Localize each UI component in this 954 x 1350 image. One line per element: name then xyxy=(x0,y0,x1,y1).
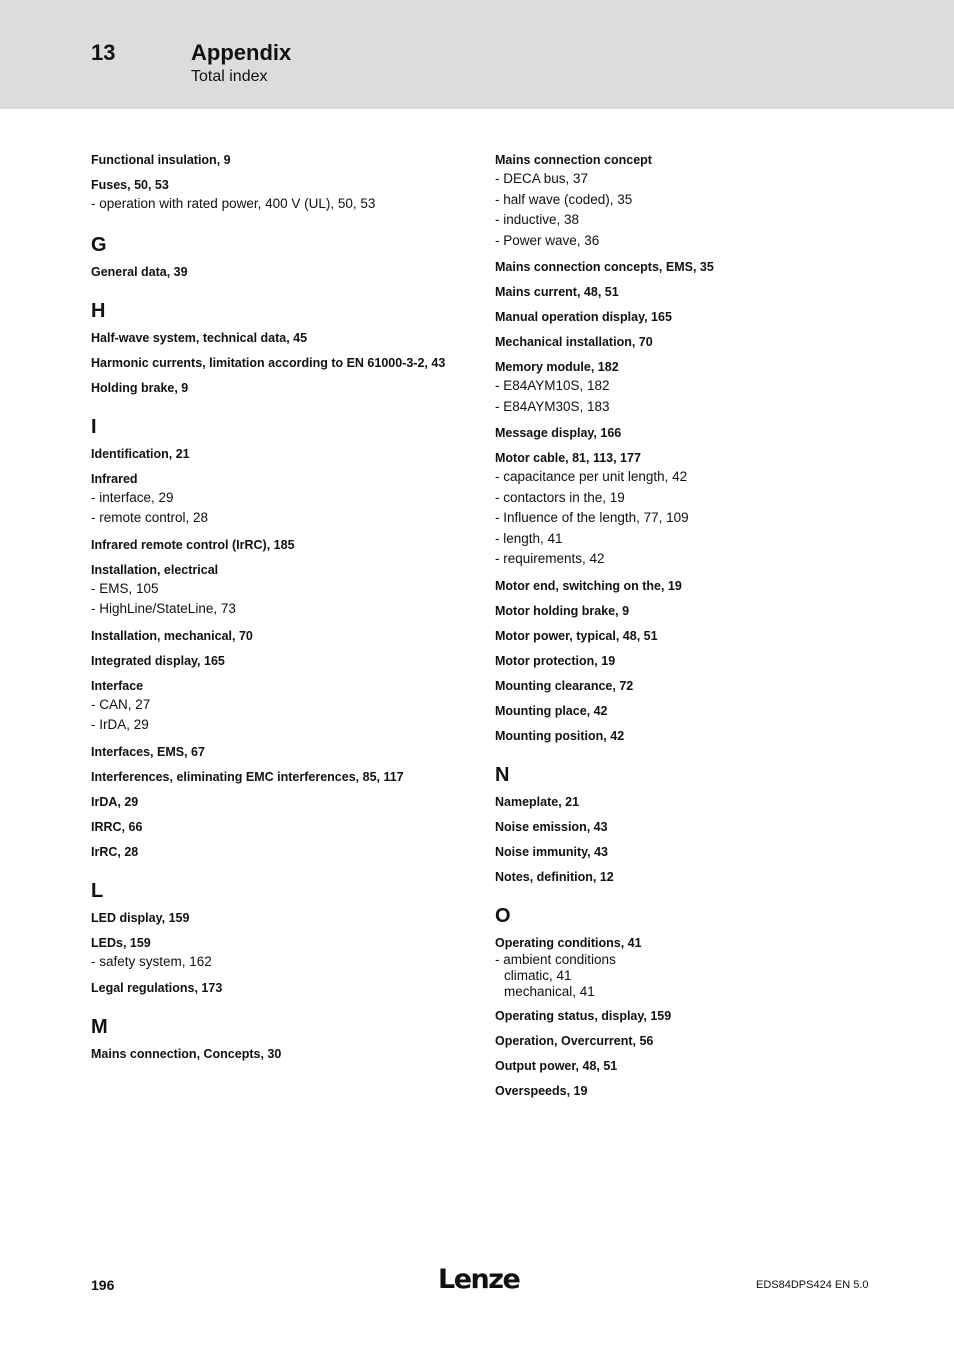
index-entry xyxy=(495,603,865,620)
lenze-logo: Lenze xyxy=(438,1264,520,1295)
index-entry xyxy=(91,744,461,761)
index-entry xyxy=(495,703,865,720)
index-letter-heading: M xyxy=(91,1016,108,1038)
index-entry xyxy=(495,152,865,251)
index-subentry[interactable]: - E84AYM30S, 183 xyxy=(495,398,610,414)
document-id: EDS84DPS424 EN 5.0 xyxy=(756,1279,869,1291)
index-entry-title[interactable]: Infrared remote control (IrRC), 185 xyxy=(91,537,295,552)
index-entry-title[interactable]: Manual operation display, 165 xyxy=(495,310,672,324)
index-letter-heading: I xyxy=(91,415,97,438)
index-entry xyxy=(91,819,461,836)
index-entry xyxy=(495,794,865,811)
index-subentry[interactable]: - Power wave, 36 xyxy=(495,232,600,248)
index-entry-title[interactable]: Mounting place, 42 xyxy=(495,703,608,718)
index-entry xyxy=(91,1046,461,1063)
index-entry xyxy=(495,869,865,886)
index-entry-title[interactable]: IrRC, 28 xyxy=(91,844,139,859)
index-entry-title[interactable]: Nameplate, 21 xyxy=(495,794,580,809)
index-entry xyxy=(495,284,865,301)
chapter-subtitle: Total index xyxy=(191,68,268,85)
index-entry-title[interactable]: LEDs, 159 xyxy=(91,935,151,950)
index-entry-title[interactable]: Infrared xyxy=(91,471,138,486)
index-entry xyxy=(495,819,865,836)
index-entry-title[interactable]: Holding brake, 9 xyxy=(91,380,189,395)
index-entry-title[interactable]: Mains connection, Concepts, 30 xyxy=(91,1047,282,1061)
index-entry-title[interactable]: Installation, mechanical, 70 xyxy=(91,628,253,643)
index-entry-title[interactable]: Fuses, 50, 53 xyxy=(91,178,169,192)
index-entry-title[interactable]: IRRC, 66 xyxy=(91,819,143,834)
index-letter-heading: N xyxy=(495,763,510,786)
index-entry-title[interactable]: Interface xyxy=(91,678,144,693)
index-entry xyxy=(495,1008,865,1025)
index-entry-title[interactable]: Operating conditions, 41 xyxy=(495,935,642,950)
index-letter-heading: L xyxy=(91,879,104,902)
index-entry xyxy=(495,678,865,695)
index-entry-title[interactable]: Operation, Overcurrent, 56 xyxy=(495,1033,654,1048)
index-entry xyxy=(495,334,865,351)
index-entry-title[interactable]: Legal regulations, 173 xyxy=(91,981,223,995)
index-entry xyxy=(495,1083,865,1100)
index-entry-title[interactable]: Notes, definition, 12 xyxy=(495,869,614,884)
index-entry xyxy=(495,1033,865,1050)
index-entry-title[interactable]: Functional insulation, 9 xyxy=(91,153,231,167)
index-entry xyxy=(495,259,865,276)
index-entry xyxy=(495,1058,865,1075)
index-entry xyxy=(91,264,461,281)
index-entry-title[interactable]: Message display, 166 xyxy=(495,426,622,440)
index-subentry[interactable]: - requirements, 42 xyxy=(495,551,605,566)
chapter-header xyxy=(0,0,954,109)
index-subentry[interactable]: - length, 41 xyxy=(495,530,563,546)
index-letter-heading: H xyxy=(91,299,106,322)
index-entry-title[interactable]: Operating status, display, 159 xyxy=(495,1008,672,1023)
index-entry-title[interactable]: Noise immunity, 43 xyxy=(495,844,608,859)
index-entry-title[interactable]: Mains connection concept xyxy=(495,153,652,167)
index-entry-title[interactable]: Output power, 48, 51 xyxy=(495,1058,618,1073)
index-subentry[interactable]: - Influence of the length, 77, 109 xyxy=(495,510,689,525)
index-subentry[interactable]: - IrDA, 29 xyxy=(91,717,149,732)
index-entry-title[interactable]: IrDA, 29 xyxy=(91,794,139,809)
index-entry xyxy=(91,628,461,645)
index-entry xyxy=(91,537,461,554)
index-subentry[interactable]: - contactors in the, 19 xyxy=(495,489,625,505)
index-entry-title[interactable]: Installation, electrical xyxy=(91,562,219,577)
index-subentry[interactable]: - safety system, 162 xyxy=(91,953,212,969)
index-entry xyxy=(495,653,865,670)
index-entry-title[interactable]: Motor protection, 19 xyxy=(495,653,616,668)
index-subentry[interactable]: - remote control, 28 xyxy=(91,510,209,525)
index-subsubentry[interactable]: mechanical, 41 xyxy=(504,983,595,999)
index-subentry[interactable]: - ambient conditions xyxy=(495,951,616,967)
index-entry xyxy=(495,728,865,745)
chapter-title: Appendix xyxy=(191,40,292,65)
index-entry xyxy=(495,425,865,442)
index-entry xyxy=(91,678,461,736)
index-entry xyxy=(91,769,461,786)
index-entry-title[interactable]: Harmonic currents, limitation according to EN 61000-3-2, 43 xyxy=(91,355,446,370)
index-entry xyxy=(495,450,865,570)
index-subentry[interactable]: - EMS, 105 xyxy=(91,580,159,596)
index-column-right xyxy=(495,152,865,1108)
index-entry xyxy=(91,935,461,973)
index-subentry[interactable]: - half wave (coded), 35 xyxy=(495,191,633,207)
index-entry xyxy=(495,578,865,595)
index-subentry[interactable]: - CAN, 27 xyxy=(91,696,151,712)
chapter-number: 13 xyxy=(91,40,116,65)
index-entry-title[interactable]: Motor power, typical, 48, 51 xyxy=(495,628,658,643)
index-entry-title[interactable]: Motor cable, 81, 113, 177 xyxy=(495,451,641,465)
index-entry xyxy=(495,935,865,1000)
index-subentry[interactable]: - E84AYM10S, 182 xyxy=(495,378,610,393)
index-subentry[interactable]: - operation with rated power, 400 V (UL), 50, 53 xyxy=(91,196,376,211)
index-subentry[interactable]: - capacitance per unit length, 42 xyxy=(495,469,688,484)
index-entry xyxy=(91,910,461,927)
index-entry-title[interactable]: Interfaces, EMS, 67 xyxy=(91,744,205,759)
index-entry-title[interactable]: Identification, 21 xyxy=(91,446,190,461)
index-entry-title[interactable]: Overspeeds, 19 xyxy=(495,1083,588,1098)
index-entry xyxy=(495,628,865,645)
index-entry xyxy=(91,330,461,347)
index-entry xyxy=(495,309,865,326)
index-entry xyxy=(91,177,461,215)
index-entry xyxy=(91,446,461,463)
index-entry xyxy=(91,471,461,529)
index-subentry[interactable]: - DECA bus, 37 xyxy=(495,171,589,186)
index-entry xyxy=(495,844,865,861)
index-entry-title[interactable]: LED display, 159 xyxy=(91,910,190,925)
index-entry xyxy=(91,794,461,811)
index-entry xyxy=(91,355,461,372)
index-letter-heading: G xyxy=(91,233,107,256)
index-entry-title[interactable]: Integrated display, 165 xyxy=(91,653,225,668)
index-entry xyxy=(91,152,461,169)
index-entry xyxy=(91,380,461,397)
index-subentry[interactable]: - HighLine/StateLine, 73 xyxy=(91,601,236,616)
index-subsubentry[interactable]: climatic, 41 xyxy=(504,967,572,983)
index-entry-title[interactable]: Motor end, switching on the, 19 xyxy=(495,578,682,593)
index-entry-title[interactable]: Mounting position, 42 xyxy=(495,728,625,743)
index-entry-title[interactable]: General data, 39 xyxy=(91,264,188,279)
index-column-left xyxy=(91,152,461,1071)
index-entry-title[interactable]: Motor holding brake, 9 xyxy=(495,603,630,618)
index-entry-title[interactable]: Half-wave system, technical data, 45 xyxy=(91,330,308,345)
index-entry-title[interactable]: Mains current, 48, 51 xyxy=(495,285,619,299)
index-subentry[interactable]: - interface, 29 xyxy=(91,489,174,505)
index-entry-title[interactable]: Memory module, 182 xyxy=(495,360,619,374)
index-letter-heading: O xyxy=(495,904,511,927)
index-entry xyxy=(91,562,461,620)
index-entry xyxy=(495,359,865,417)
index-entry xyxy=(91,980,461,997)
page-number: 196 xyxy=(91,1277,115,1293)
index-entry-title[interactable]: Noise emission, 43 xyxy=(495,819,608,834)
index-entry xyxy=(91,844,461,861)
index-entry xyxy=(91,653,461,670)
index-entry-title[interactable]: Mains connection concepts, EMS, 35 xyxy=(495,260,714,274)
index-subentry[interactable]: - inductive, 38 xyxy=(495,212,580,227)
index-entry-title[interactable]: Interferences, eliminating EMC interferences, 85, 117 xyxy=(91,769,404,784)
index-entry-title[interactable]: Mounting clearance, 72 xyxy=(495,678,634,693)
index-entry-title[interactable]: Mechanical installation, 70 xyxy=(495,335,653,349)
